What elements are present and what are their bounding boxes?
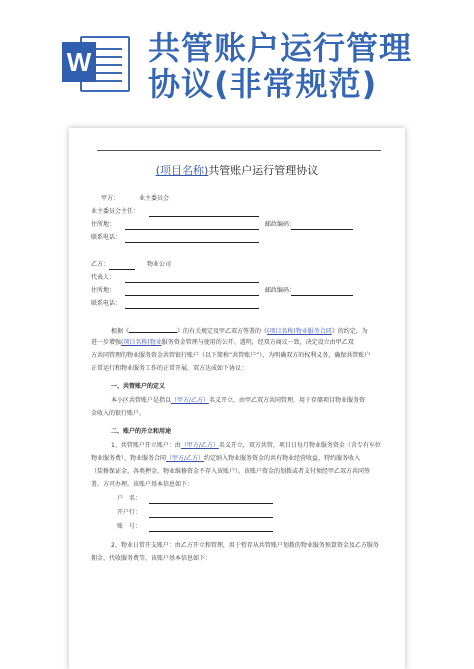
banner-title [148,30,458,102]
document-title [69,162,405,178]
s2-party-choice-2: （甲方/乙方） [166,455,205,462]
account-number-line[interactable] [149,531,273,532]
party-b-address-label: 住所地： [91,287,116,294]
section-2-heading: 二、账户的开立和用途 [111,428,172,435]
header-banner [0,0,474,118]
party-b-blank[interactable] [109,269,135,270]
header-rule [97,150,381,151]
document-page [69,128,405,669]
s2-p1f: 约定纳入物业服务资金的共有物业经营收益、 [204,455,325,462]
s2-party-choice: （甲方/乙方） [180,442,219,449]
s2-p1i: 物业维修资金不存入该账户）。 [163,468,245,475]
intro-2d: 服务资金管理与使用的公开、 [161,339,240,346]
intro-1b: 》的有关规定及甲乙双方签署的《 [177,328,268,335]
bank-label: 开户行： [117,509,142,516]
intro-1e: 》的约定，为 [331,328,368,335]
intro-2c: 物业 [149,339,162,346]
intro-project-name: (项目名称) [267,328,296,335]
intro-2f: 经双方商议一致， [257,339,306,346]
banner-title-line1: 共管账户运行管理 [148,29,413,67]
party-b-phone-label: 联系电话： [91,300,122,307]
party-a-label: 甲方： [101,195,120,202]
party-a-director-label: 业主委员会主任： [91,208,140,215]
s2-p1d: 物业服务费）、物业服务合同 [91,455,167,462]
s2-p1g: 特约服务收入 [324,455,361,462]
party-b-phone-line[interactable] [125,308,259,309]
section-2-p1-line-2 [91,455,360,463]
party-a-phone-label: 联系电话： [91,234,122,241]
intro-2g: 决定设立由甲乙双 [305,339,354,346]
party-a-address-line[interactable] [125,229,259,230]
word-icon-letter: W [62,42,96,82]
intro-1a: 根据《 [111,328,130,335]
party-b-zip-label: 邮政编码： [265,287,296,294]
word-document-icon [62,32,128,92]
account-name-line[interactable] [149,503,273,504]
intro-line-2 [91,339,354,347]
s2-p1h: （装修保证金、各类押金、 [91,468,164,475]
s1-1c: 名义开立，由甲乙双方共同管理，用于存储项目物业服务资 [209,397,366,404]
banner-title-line2: 协议(非常规范) [148,65,378,103]
intro-line-1 [111,326,368,336]
party-a-zip-line[interactable] [291,229,353,230]
account-name-label: 户 名： [117,495,142,502]
intro-line-3: 方共同管理的物业服务资金共管银行账户（以下简称“共管账户”），为明确双方的权利义务，确保共管账户 [91,352,371,359]
intro-line-4: 正常运行和物业服务工作的正常开展，双方达成如下协议： [91,365,248,372]
section-2-p2-line-1: 2、物业日常开支账户：由乙方开立和管理，用于暂存从共管账户划拨的物业服务预算资金及乙方服务 [111,542,379,549]
bank-line[interactable] [149,517,273,518]
party-b-rep-line[interactable] [125,282,259,283]
document-title-text: 共管账户运行管理协议 [208,164,319,177]
account-number-label: 账 号： [117,523,142,530]
section-2-p1-line-3 [91,468,370,476]
intro-2e: 透明， [239,339,258,346]
section-2-p1-line-4: 署，方可办理。该账户基本信息如下： [91,481,194,488]
section-2-p2-line-2: 佣金、代收服务费等，该账户基本信息如下： [91,555,212,562]
party-b-rep-label: 代表人： [91,274,116,281]
s1-party-choice: （甲方/乙方） [171,397,210,404]
intro-2-project-name: (项目名称) [121,339,150,346]
party-b-value: 物业公司 [147,261,172,268]
party-a-zip-label: 邮政编码： [265,221,296,228]
intro-contract-name: 物业服务合同 [295,328,332,335]
party-a-phone-line[interactable] [125,242,259,243]
section-1-line-2: 金收入的银行账户。 [91,410,146,417]
section-1-heading: 一、共管账户的定义 [111,383,166,390]
section-2-p1-line-1 [111,442,381,450]
law-name-blank[interactable] [129,326,177,333]
party-b-address-line[interactable] [125,295,259,296]
s2-p1c: 名义开立，双方共管，项目日每月物业服务资金（含专有车位 [218,442,381,449]
s1-1a: 本小区共管账户是指以 [111,397,172,404]
party-a-director-line[interactable] [149,216,259,217]
section-1-line-1 [111,397,365,405]
project-name-placeholder: (项目名称) [155,164,209,177]
s2-p1a: 1、共管账户开立账户：由 [111,442,181,449]
party-b-zip-line[interactable] [291,295,353,296]
s2-p1j: 该账户资金的划拨或者支付须经甲乙双方共同签 [244,468,371,475]
party-b-label: 乙方： [91,261,110,268]
party-a-value: 业主委员会 [139,195,170,202]
party-a-address-label: 住所地： [91,221,116,228]
intro-2a: 进一步增强 [91,339,122,346]
